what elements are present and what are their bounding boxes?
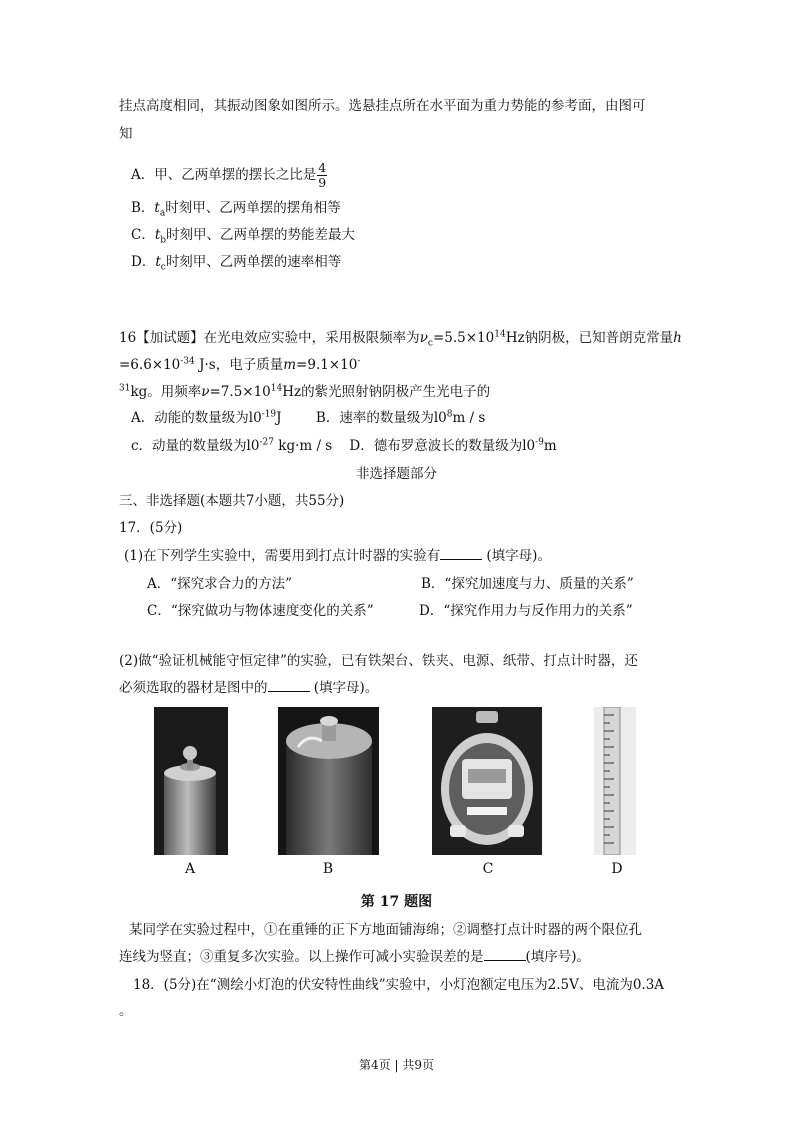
text: m / s: [452, 410, 486, 426]
option-label: B．: [131, 200, 155, 216]
fraction-numerator: 4: [318, 160, 327, 175]
exp: -9: [535, 437, 544, 448]
text: 16【加试题】在光电效应实验中，采用极限频率为: [119, 330, 420, 346]
figure-photo-d: [594, 707, 636, 855]
text: (1)在下列学生实验中，需要用到打点计时器的实验有: [124, 548, 441, 564]
text: m: [543, 438, 557, 454]
exp: -: [357, 356, 361, 367]
q16-line3: [119, 382, 490, 402]
q15-option-d: [131, 252, 341, 272]
answer-blank[interactable]: [484, 948, 526, 961]
var: ν: [201, 384, 210, 400]
page-footer: 第4页 | 共9页: [359, 1058, 434, 1072]
option-label: C．: [131, 227, 155, 243]
q17-heading: 17．(5分): [119, 520, 183, 536]
q15-option-b: [131, 198, 341, 218]
q15-option-a: [131, 160, 327, 190]
time-var: t: [155, 254, 161, 270]
time-sub: a: [159, 208, 166, 219]
text: J B．速率的数量级为l0: [276, 410, 447, 426]
time-var: t: [154, 227, 161, 243]
option-label: D．: [131, 254, 156, 270]
q16-line2: [119, 355, 360, 375]
var: m: [283, 357, 297, 373]
time-sub: c: [160, 262, 166, 273]
figure-label-b: B: [322, 861, 334, 877]
answer-blank[interactable]: [268, 679, 310, 692]
q15-text-line2: 知: [119, 126, 133, 142]
text: kg。用频率: [130, 384, 202, 400]
q16-options-cd: [131, 436, 557, 456]
option-text: 时刻甲、乙两单摆的速率相等: [165, 254, 342, 270]
text: 连线为竖直；③重复多次实验。以上操作可减小实验误差的是: [119, 949, 484, 965]
time-sub: b: [160, 235, 167, 246]
sub: c: [427, 338, 433, 349]
q17-part1-option-b: B．“探究加速度与力、质量的关系”: [421, 576, 634, 592]
text: (填字母)。: [482, 548, 551, 564]
text: =9.1×10: [296, 357, 358, 373]
text: Hz钠阴极，已知普朗克常量: [505, 330, 674, 346]
exp: 14: [494, 329, 506, 340]
q17-part2-line2: [119, 678, 378, 698]
figure-photo-b: [278, 707, 379, 855]
q17-part3-line1: 某同学在实验过程中，①在重锤的正下方地面铺海绵；②调整打点计时器的两个限位孔: [129, 922, 642, 938]
text: =6.6×10: [119, 357, 181, 373]
text: kg·m / s D．德布罗意波长的数量级为l0: [273, 438, 536, 454]
exp: -19: [261, 409, 277, 420]
q17-part1: [124, 546, 551, 566]
var: ν: [419, 330, 428, 346]
exp: 8: [446, 409, 453, 420]
q18-line1: 18．(5分)在“测绘小灯泡的伏安特性曲线”实验中，小灯泡额定电压为2.5V、电流为0.3A: [133, 977, 665, 993]
q15-option-a-text: A．甲、乙两单摆的摆长之比是: [131, 167, 317, 183]
figure-photo-a: [154, 707, 228, 855]
exp: 14: [270, 383, 283, 394]
section-title: 非选择题部分: [356, 466, 437, 482]
q16-line1: [119, 328, 682, 348]
fraction: [317, 161, 327, 190]
var: h: [673, 330, 682, 346]
text: 必须选取的器材是图中的: [119, 680, 268, 696]
q17-part1-option-d: D．“探究作用力与反作用力的关系”: [419, 603, 633, 619]
exp: -27: [259, 437, 274, 448]
text: A．动能的数量级为l0: [131, 410, 262, 426]
text: J·s，电子质量: [194, 357, 284, 373]
text: (填序号)。: [525, 949, 591, 965]
option-text: 时刻甲、乙两单摆的摆角相等: [165, 200, 341, 216]
figure-label-c: C: [482, 861, 494, 877]
exp: 31: [119, 383, 131, 394]
time-var: t: [154, 200, 160, 216]
text: =5.5×10: [432, 330, 495, 346]
option-text: 时刻甲、乙两单摆的势能差最大: [166, 227, 356, 243]
exp: -34: [180, 356, 195, 367]
q17-part3-line2: [119, 947, 590, 967]
figure-photo-c: [432, 707, 542, 855]
answer-blank[interactable]: [440, 547, 482, 560]
q15-option-c: [131, 225, 355, 245]
text: Hz的紫光照射钠阴极产生光电子的: [282, 384, 491, 400]
fraction-denominator: 9: [318, 175, 327, 190]
q16-options-ab: [131, 408, 485, 428]
q18-line2: 。: [119, 1003, 133, 1019]
figure-caption: 第 17 题图: [360, 894, 433, 910]
text: =7.5×10: [209, 384, 271, 400]
q17-part1-option-a: A．“探究求合力的方法”: [147, 576, 293, 592]
q17-part1-option-c: C．“探究做功与物体速度变化的关系”: [147, 603, 374, 619]
q15-text-line1: 挂点高度相同，其振动图象如图所示。选悬挂点所在水平面为重力势能的参考面，由图可: [119, 98, 646, 114]
section-heading: 三、非选择题(本题共7小题，共55分): [119, 493, 345, 509]
q17-part2-line1: (2)做“验证机械能守恒定律”的实验，已有铁架台、铁夹、电源、纸带、打点计时器，还: [119, 653, 638, 669]
figure-label-d: D: [611, 861, 623, 877]
text: c．动量的数量级为l0: [131, 438, 260, 454]
figure-label-a: A: [184, 861, 196, 877]
text: (填字母)。: [309, 680, 379, 696]
